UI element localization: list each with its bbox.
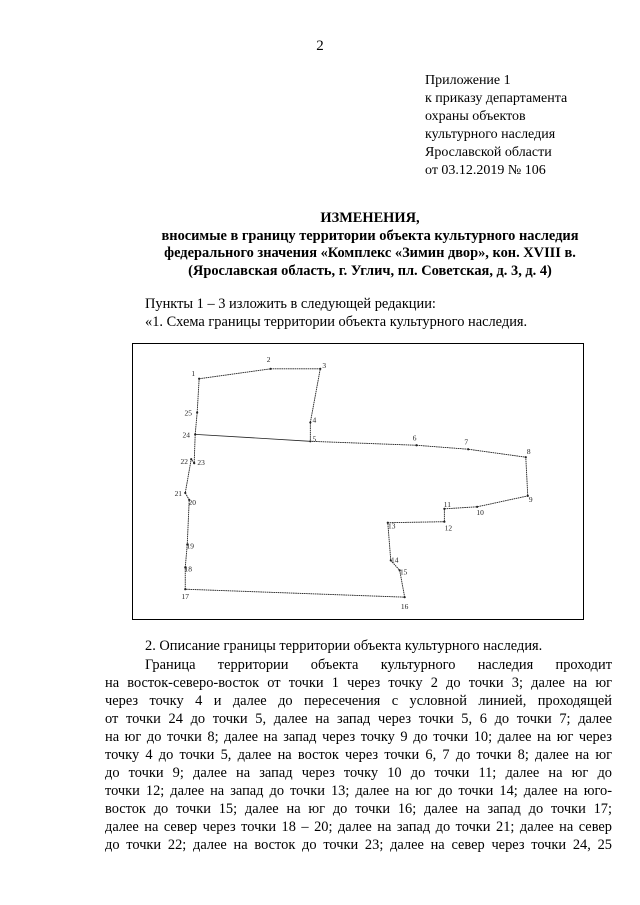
boundary-point-label: 4 — [312, 415, 317, 425]
boundary-point-label: 11 — [443, 499, 451, 509]
boundary-point-1 — [198, 378, 200, 380]
boundary-point-4 — [309, 421, 311, 423]
boundary-point-21 — [184, 492, 186, 494]
appendix-line: Приложение 1 — [425, 73, 511, 88]
description-line: точку 4 до точки 5, далее на восток через точки 6, 7 до точки 8; далее на юг — [105, 747, 612, 763]
boundary-point-label: 6 — [412, 433, 417, 443]
description-text — [105, 656, 612, 854]
boundary-point-24 — [194, 433, 196, 435]
title-line: ИЗМЕНЕНИЯ, — [320, 210, 420, 226]
description-line: далее на север через точки 18 – 20; далее на запад до точки 21; далее на север — [105, 819, 612, 835]
boundary-point-25 — [196, 411, 198, 413]
description-line: до точки 9; далее на запад через точку 10 до точки 11; далее на юг до — [105, 765, 612, 781]
boundary-point-label: 22 — [180, 457, 188, 467]
boundary-point-3 — [319, 368, 321, 370]
boundary-point-8 — [525, 456, 527, 458]
description-heading: 2. Описание границы территории объекта культурного наследия. — [145, 638, 543, 654]
description-line: через точку 4 и далее до пересечения с условной линией, проходящей — [105, 693, 612, 709]
boundary-point-label: 15 — [399, 567, 408, 577]
page-number: 2 — [316, 38, 324, 54]
description-line: от точки 24 до точки 5, далее на запад через точки 5, 6 до точки 7; далее — [105, 711, 612, 727]
title-line: вносимые в границу территории объекта культурного наследия — [161, 227, 579, 244]
title-line: (Ярославская область, г. Углич, пл. Советская, д. 3, д. 4) — [188, 262, 552, 279]
boundary-point-label: 3 — [322, 360, 327, 370]
boundary-point-7 — [467, 448, 469, 450]
description-line: точки 12; далее на запад до точки 13; далее на юг до точки 14; далее на юго- — [105, 783, 612, 799]
boundary-point-label: 5 — [312, 434, 317, 444]
boundary-point-label: 24 — [182, 430, 190, 440]
boundary-point-label: 10 — [476, 507, 484, 517]
description-line: до точки 22; далее на восток до точки 23; далее на север через точки 24, 25 — [105, 837, 612, 853]
boundary-point-16 — [404, 596, 406, 598]
boundary-point-17 — [184, 588, 186, 590]
appendix-block — [425, 72, 635, 180]
boundary-point-label: 14 — [391, 555, 399, 565]
appendix-line: культурного наследия — [425, 127, 556, 142]
boundary-point-label: 18 — [184, 564, 192, 574]
boundary-scheme-svg — [133, 344, 583, 619]
title-line: федерального значения «Комплекс «Зимин двор», кон. XVIII в. — [164, 245, 576, 261]
boundary-point-23 — [193, 462, 195, 464]
boundary-point-label: 23 — [197, 458, 205, 468]
boundary-point-2 — [270, 368, 272, 370]
boundary-point-label: 20 — [188, 497, 196, 507]
boundary-point-label: 9 — [528, 494, 533, 504]
description-line: на восток-северо-восток от точки 1 через точку 2 до точки 3; далее на юг — [105, 675, 612, 691]
boundary-point-label: 19 — [186, 541, 194, 551]
boundary-point-label: 1 — [191, 368, 196, 378]
boundary-point-label: 8 — [526, 447, 531, 457]
boundary-point-label: 17 — [181, 592, 189, 602]
appendix-line: к приказу департамента — [425, 91, 568, 106]
boundary-point-22 — [190, 458, 192, 460]
intro-paragraph: Пункты 1 – 3 изложить в следующей редакции: — [145, 296, 436, 312]
appendix-line: охраны объектов — [425, 109, 526, 124]
description-line: Граница территории объекта культурного наследия проходит — [145, 657, 612, 673]
boundary-point-12 — [443, 521, 445, 523]
description-line: на юг до точки 8; далее на запад через точку 9 до точки 10; далее на юг через — [105, 729, 612, 745]
boundary-scheme — [132, 343, 584, 620]
boundary-point-label: 12 — [444, 523, 453, 533]
conditional-line — [195, 434, 310, 441]
description-line: восток до точки 15; далее на юг до точки 16; далее на запад до точки 17; — [105, 801, 612, 817]
boundary-point-label: 25 — [184, 408, 192, 418]
appendix-line: Ярославской области — [425, 145, 552, 160]
boundary-point-label: 16 — [400, 602, 409, 612]
boundary-point-label: 13 — [388, 521, 396, 531]
document-title — [100, 210, 640, 280]
boundary-point-5 — [309, 440, 311, 442]
boundary-point-6 — [415, 444, 417, 446]
boundary-point-label: 21 — [174, 488, 183, 498]
scheme-heading: «1. Схема границы территории объекта культурного наследия. — [145, 314, 528, 330]
boundary-points — [175, 355, 533, 611]
boundary-point-label: 7 — [464, 437, 469, 447]
boundary-point-label: 2 — [266, 354, 271, 364]
appendix-line: от 03.12.2019 № 106 — [425, 163, 546, 178]
